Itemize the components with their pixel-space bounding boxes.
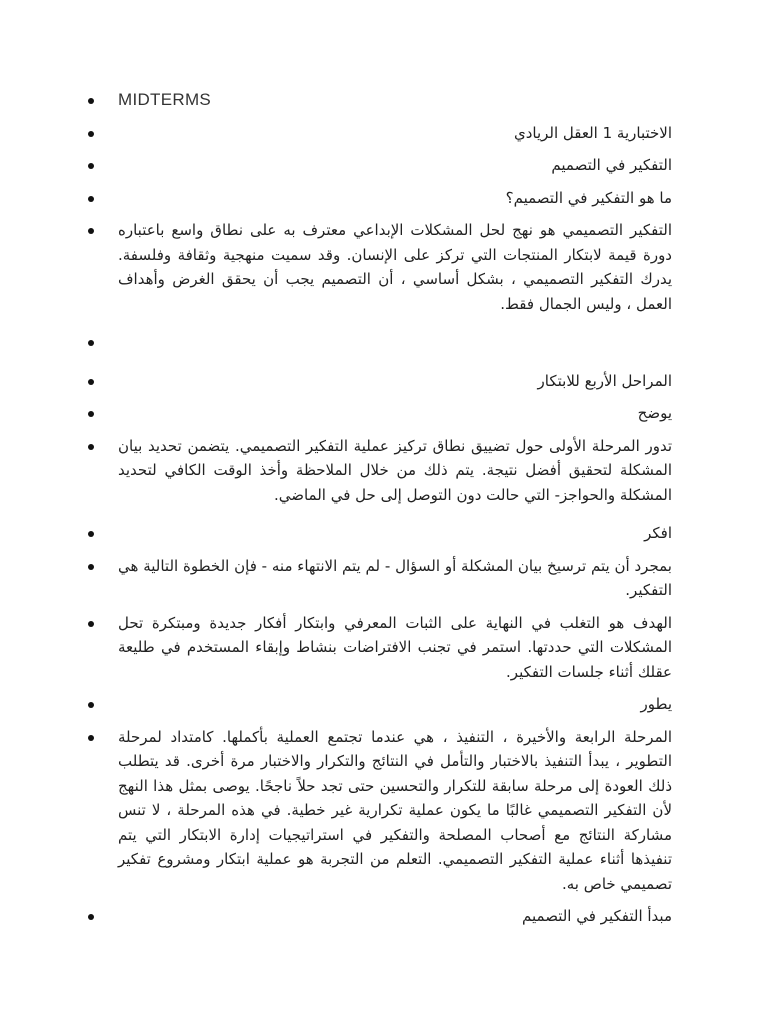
list-item: [0, 121, 768, 146]
list-item-text: يوضح: [637, 404, 672, 422]
list-item: [0, 434, 768, 508]
bullet-icon: [88, 228, 94, 234]
list-item-text: الاختبارية 1 العقل الريادي: [513, 123, 672, 142]
bullet-icon: [88, 914, 94, 920]
bullet-icon: [88, 411, 94, 417]
list-item-empty: [0, 330, 768, 355]
list-item: [0, 186, 768, 211]
paragraph-text: الهدف هو التغلب في النهاية على الثبات المعرفي وابتكار أفكار جديدة ومبتكرة تحل المشكلات التي حددتها. استمر في تجنب الافتراضات بنشاط وإبقاء المستخدم في طليعة عقلك أثناء جلسات التفكير.: [118, 613, 672, 681]
bullet-icon: [88, 531, 94, 537]
list-item-text: يطور: [640, 695, 672, 713]
bullet-icon: [88, 564, 94, 570]
list-item: [0, 692, 768, 717]
list-item: [0, 611, 768, 685]
list-item: [0, 88, 768, 113]
list-item: [0, 153, 768, 178]
bullet-icon: [88, 621, 94, 627]
paragraph-text: التفكير التصميمي هو نهج لحل المشكلات الإبداعي معترف به على نطاق واسع باعتباره دورة قيمة لابتكار المنتجات التي تركز على الإنسان. وقد سميت منهجية وثقافة وفلسفة. يدرك التفكير التصميمي ، بشكل أساسي ، أن التصميم يجب أن يحقق الغرض وأهداف العمل ، وليس الجمال فقط.: [118, 221, 672, 313]
document-body: [0, 88, 768, 937]
list-item: [0, 218, 768, 316]
bullet-icon: [88, 702, 94, 708]
list-item: [0, 554, 768, 603]
list-item-text: ما هو التفكير في التصميم؟: [505, 188, 672, 207]
bullet-icon: [88, 735, 94, 741]
bullet-icon: [88, 98, 94, 104]
list-item: [0, 904, 768, 929]
list-item-text: مبدأ التفكير في التصميم: [522, 907, 672, 925]
paragraph-text: تدور المرحلة الأولى حول تضييق نطاق تركيز عملية التفكير التصميمي. يتضمن تحديد بيان المشكلة لتحقيق أفضل نتيجة. يتم ذلك من خلال الملاحظة وأخذ الوقت الكافي لتحديد المشكلة والحواجز- التي حالت دون التوصل إلى حل في الماضي.: [118, 436, 672, 504]
list-item-text: [118, 330, 672, 355]
list-item: [0, 725, 768, 897]
list-item-text: افكر: [644, 524, 672, 542]
list-item: [0, 369, 768, 394]
bullet-icon: [88, 196, 94, 202]
bullet-icon: [88, 444, 94, 450]
list-item-text: التفكير في التصميم: [551, 156, 672, 174]
bullet-icon: [88, 379, 94, 385]
list-item: [0, 401, 768, 426]
paragraph-text: بمجرد أن يتم ترسيخ بيان المشكلة أو السؤال - لم يتم الانتهاء منه - فإن الخطوة التالية هي التفكير.: [118, 556, 672, 599]
bullet-icon: [88, 163, 94, 169]
list-item: [0, 521, 768, 546]
list-item-text: المراحل الأربع للابتكار: [537, 371, 672, 390]
document-heading: MIDTERMS: [118, 90, 212, 109]
bullet-icon: [88, 340, 94, 346]
bullet-icon: [88, 131, 94, 137]
paragraph-text: المرحلة الرابعة والأخيرة ، التنفيذ ، هي عندما تجتمع العملية بأكملها. كامتداد لمرحلة التطوير ، يبدأ التنفيذ بالاختبار والتأمل في النتائج والتكرار والاختبار مرة أخرى. قد يتطلب ذلك العودة إلى مرحلة سابقة للتكرار والتحسين حتى تجد حلاً ناجحًا. يوصى بمثل هذا النهج لأن التفكير التصميمي غالبًا ما يكون عملية تكرارية غير خطية. في هذه المرحلة ، لا تنس مشاركة النتائج مع أصحاب المصلحة والتفكير في استراتيجيات إدارة الابتكار التي يتم تنفيذها أثناء عملية التفكير التصميمي. التعلم من التجربة هو عملية ابتكار ومشروع تفكير تصميمي خاص به.: [118, 727, 672, 893]
